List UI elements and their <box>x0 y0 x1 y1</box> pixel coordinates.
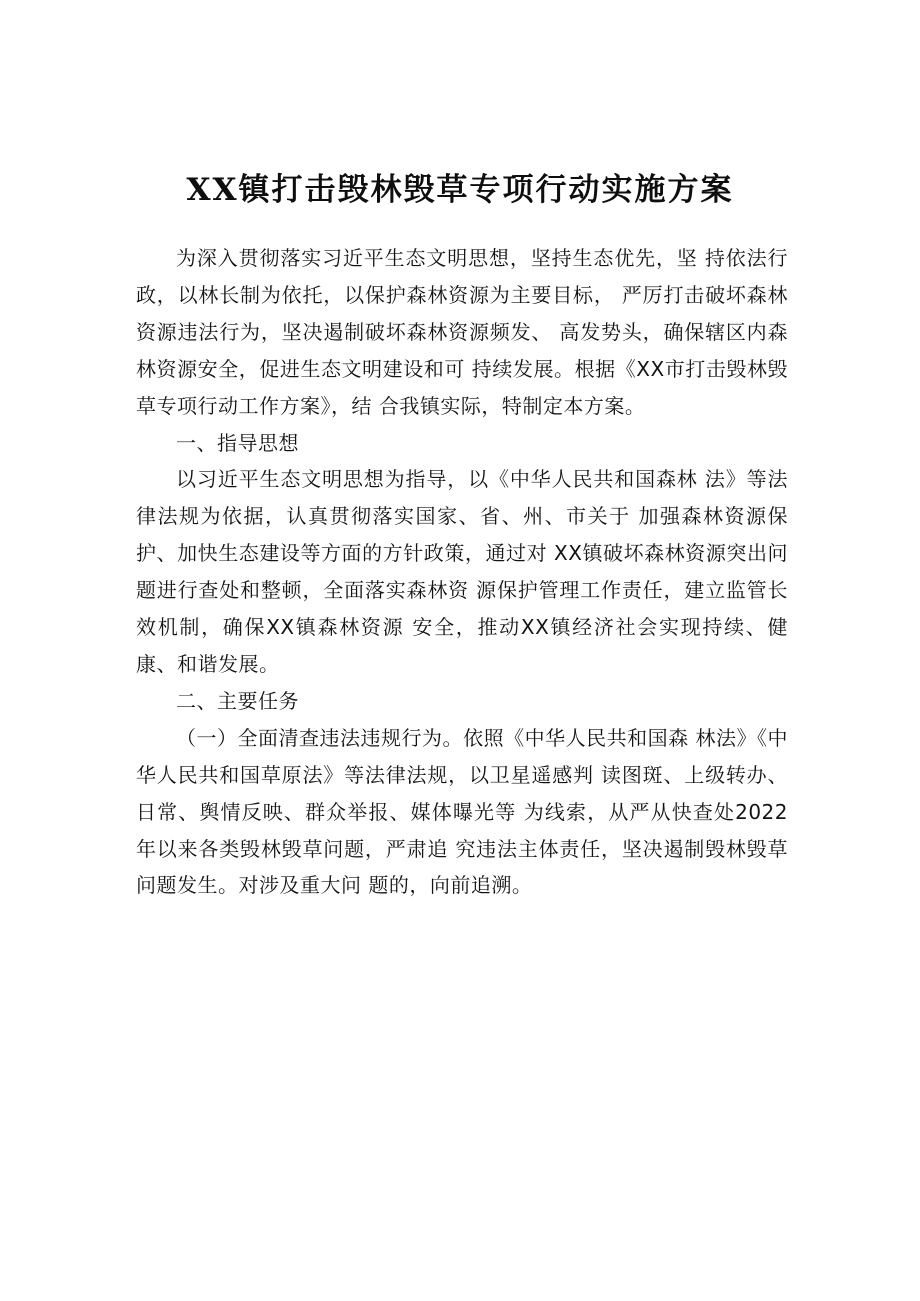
document-body <box>136 240 788 904</box>
section-heading-main-tasks: 二、主要任务 <box>176 688 299 713</box>
section-paragraph-main-tasks: （一）全面清查违法违规行为。依照《中华人民共和国森 林法》《中华人民共和国草原法》等法律法规，以卫星遥感判 读图斑、上级转办、日常、舆情反映、群众举报、媒体曝光等 为线索，从严从快查处2022年以来各类毁林毁草问题，严肃追 究违法主体责任，坚决遏制毁林毁草问题发生。对涉及重大问 题的，向前追溯。 <box>136 725 788 898</box>
section-heading-guiding-ideology: 一、指导思想 <box>176 430 299 455</box>
intro-paragraph: 为深入贯彻落实习近平生态文明思想，坚持生态优先，坚 持依法行政，以林长制为依托，以保护森林资源为主要目标， 严厉打击破坏森林资源违法行为，坚决遏制破坏森林资源频发、 高发势头，确保辖区内森林资源安全，促进生态文明建设和可 持续发展。根据《XX市打击毁林毁草专项行动工作方案》，结 合我镇实际，特制定本方案。 <box>136 246 788 418</box>
section-paragraph-guiding-ideology: 以习近平生态文明思想为指导，以《中华人民共和国森林 法》等法律法规为依据，认真贯彻落实国家、省、州、市关于 加强森林资源保护、加快生态建设等方面的方针政策，通过对 XX镇破坏森林资源突出问题进行查处和整顿，全面落实森林资 源保护管理工作责任，建立监管长效机制，确保XX镇森林资源 安全，推动XX镇经济社会实现持续、健康、和谐发展。 <box>136 467 788 676</box>
document-title: XX镇打击毁林毁草专项行动实施方案 <box>186 172 734 208</box>
